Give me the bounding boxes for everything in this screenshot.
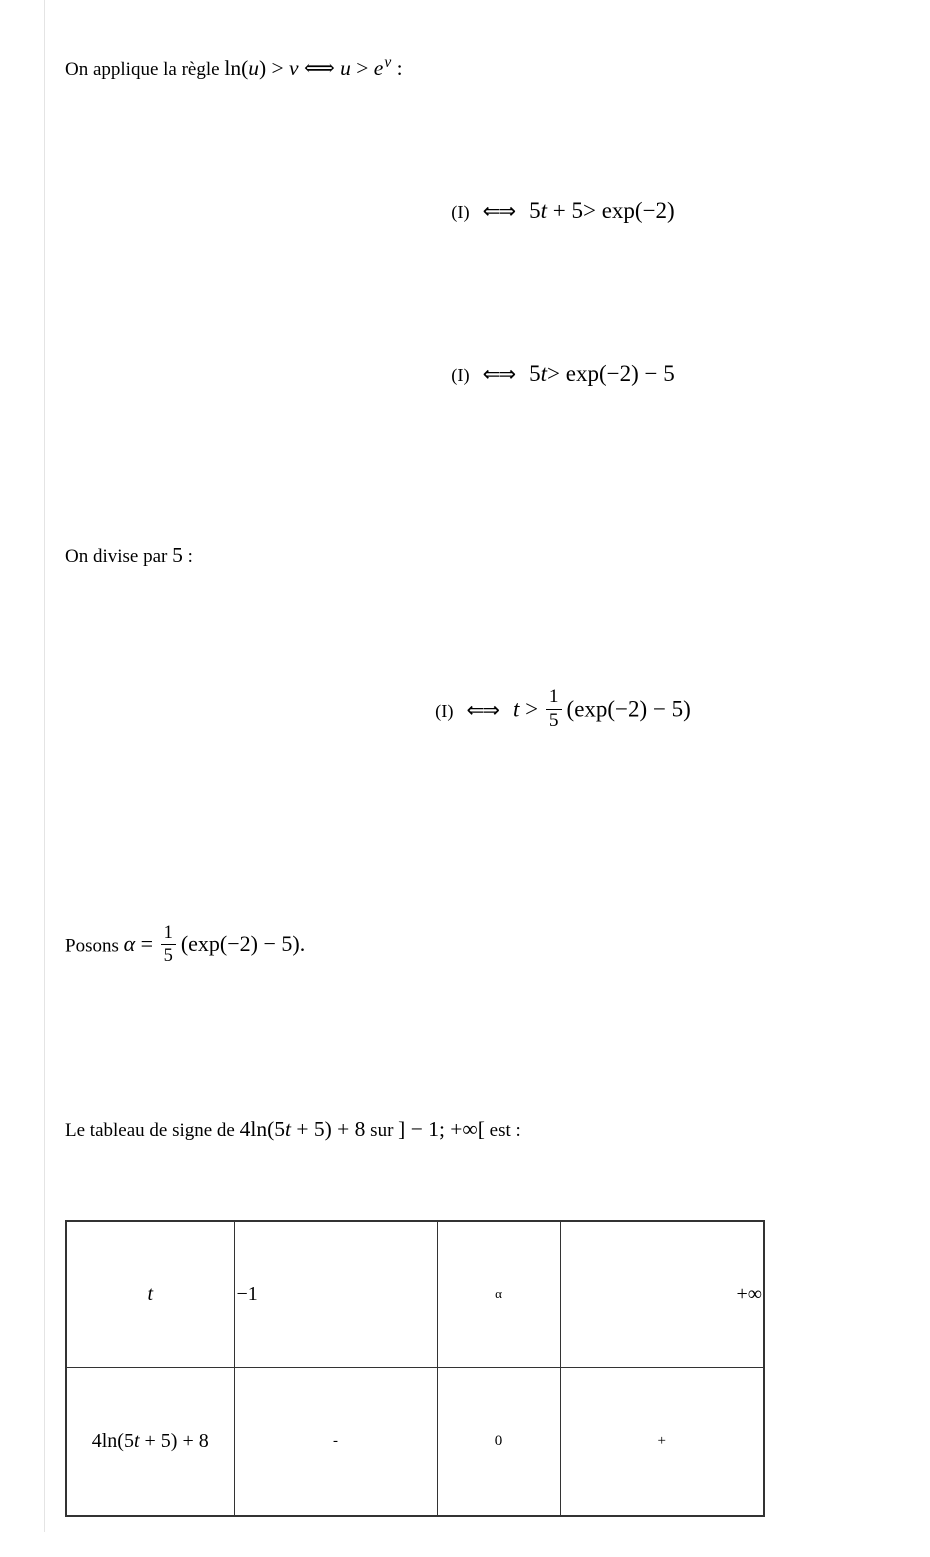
cell-lower-bound: −1 [234, 1221, 437, 1367]
intro-text: On applique la règle [65, 59, 225, 80]
divise-line [65, 540, 910, 571]
cell-root-alpha: α [437, 1221, 560, 1367]
posons-text: Posons [65, 935, 124, 957]
tableau-caption [65, 1114, 910, 1145]
cell-sign-negative: - [234, 1367, 437, 1516]
fraction: $\frac{1}{5}$ [161, 922, 176, 967]
posons-line [65, 924, 910, 969]
display-equation-2: (I) ⇐⇒ 5t> exp(−2) − 5 [451, 361, 675, 386]
sign-table [65, 1220, 765, 1517]
intro-math: ln(u) > v ⟺ $u > e^v$ : [224, 53, 403, 80]
divise-colon: : [182, 546, 193, 567]
fraction: $\frac{1}{5}$ [546, 686, 562, 733]
caption-text-3: est : [484, 1120, 521, 1141]
divise-number: 5 [172, 543, 183, 567]
caption-text-2: sur [365, 1120, 399, 1141]
left-vertical-rule [44, 0, 45, 1532]
display-equation-1: (I) ⇐⇒ 5t + 5> exp(−2) [451, 198, 675, 223]
sign-table-value-row [66, 1367, 764, 1516]
sign-table-header-row [66, 1221, 764, 1367]
divise-text: On divise par [65, 546, 173, 567]
caption-text-1: Le tableau de signe de [65, 1120, 240, 1141]
cell-expression: 4ln(5t + 5) + 8 [66, 1367, 234, 1516]
cell-sign-positive: + [560, 1367, 764, 1516]
cell-variable: t [66, 1221, 234, 1367]
intro-line [65, 53, 910, 84]
cell-zero: 0 [437, 1367, 560, 1516]
caption-math-1: 4ln(5t + 5) + 8 [239, 1117, 366, 1141]
posons-math: α = $\frac{1}{5}$ (exp(−2) − 5). [123, 922, 306, 965]
cell-upper-bound: +∞ [560, 1221, 764, 1367]
caption-math-2: ] − 1; +∞[ [398, 1117, 485, 1141]
display-equation-3: (I) ⇐⇒ t > $\frac{1}{5}$ (exp(−2) − 5) [435, 686, 691, 731]
